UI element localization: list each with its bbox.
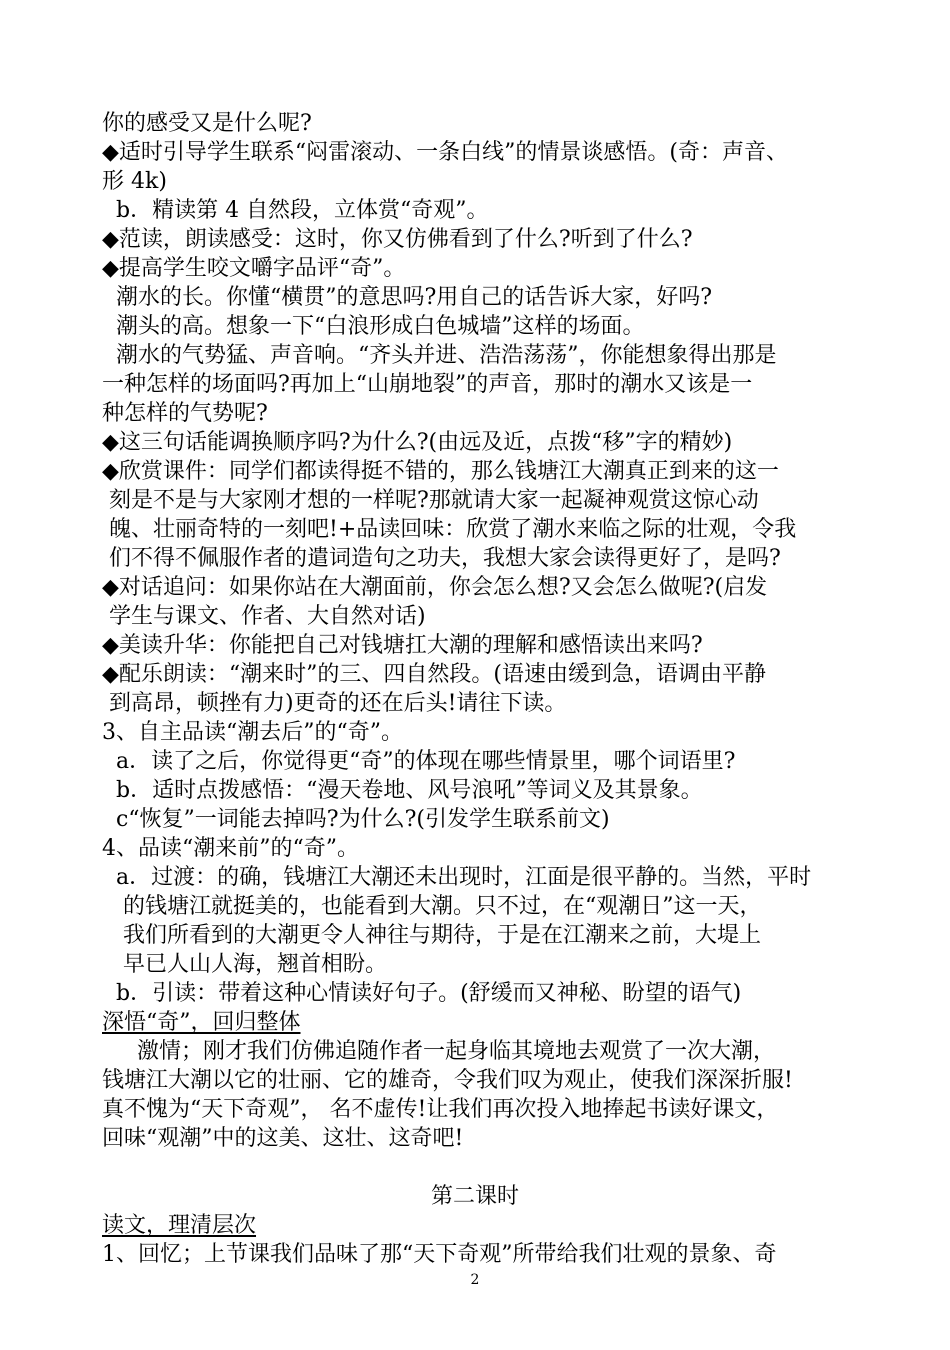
- text-line: b．适时点拨感悟：“漫天卷地、风号浪吼”等词义及其景象。: [102, 778, 703, 803]
- text-line: ◆对话追问：如果你站在大潮面前，你会怎么想?又会怎么做呢?(启发: [102, 575, 768, 600]
- text-line: ◆欣赏课件：同学们都读得挺不错的，那么钱塘江大潮真正到来的这一: [102, 459, 779, 484]
- text-line: 1、回忆；上节课我们品味了那“天下奇观”所带给我们壮观的景象、奇: [102, 1242, 777, 1267]
- lesson-title: 第二课时: [430, 1184, 519, 1209]
- text-line: 4、品读“潮来前”的“奇”。: [102, 836, 359, 861]
- text-line: 形 4k): [102, 169, 167, 194]
- text-line: 钱塘江大潮以它的壮丽、它的雄奇，令我们叹为观止，使我们深深折服!: [102, 1068, 793, 1093]
- text-line: 的钱塘江就挺美的，也能看到大潮。只不过，在“观潮日”这一天，: [102, 894, 762, 919]
- text-line: a．读了之后，你觉得更“奇”的体现在哪些情景里，哪个词语里?: [102, 749, 736, 774]
- text-line: 我们所看到的大潮更令人神往与期待，于是在江潮来之前，大堤上: [102, 923, 761, 948]
- section-heading-deep-understanding: 深悟“奇”，回归整体: [102, 1010, 301, 1035]
- text-line: 潮头的高。想象一下“白浪形成白色城墙”这样的场面。: [102, 314, 645, 339]
- text-line: 你的感受又是什么呢?: [102, 111, 312, 136]
- text-line: ◆这三句话能调换顺序吗?为什么?(由远及近，点拨“移”字的精妙): [102, 430, 733, 455]
- text-line: ◆适时引导学生联系“闷雷滚动、一条白线”的情景谈感悟。(奇：声音、: [102, 140, 788, 165]
- text-line: 回味“观潮”中的这美、这壮、这奇吧!: [102, 1126, 464, 1151]
- text-line: 潮水的长。你懂“横贯”的意思吗?用自己的话告诉大家，好吗?: [102, 285, 713, 310]
- text-line: 真不愧为“天下奇观”， 名不虚传!让我们再次投入地捧起书读好课文，: [102, 1097, 779, 1122]
- section-heading: 读文，理清层次: [102, 1213, 257, 1238]
- text-line: 刻是不是与大家刚才想的一样呢?那就请大家一起凝神观赏这惊心动: [102, 488, 759, 513]
- text-line: c“恢复”一词能去掉吗?为什么?(引发学生联系前文): [102, 807, 610, 832]
- text-line: 们不得不佩服作者的遣词造句之功夫，我想大家会读得更好了，是吗?: [102, 546, 781, 571]
- text-line: b．精读第 4 自然段，立体赏“奇观”。: [102, 198, 489, 223]
- text-line: b．引读：带着这种心情读好句子。(舒缓而又神秘、盼望的语气): [102, 981, 742, 1006]
- text-line: 一种怎样的场面吗?再加上“山崩地裂”的声音，那时的潮水又该是一: [102, 372, 753, 397]
- text-line: 学生与课文、作者、大自然对话): [102, 604, 426, 629]
- text-line: 早已人山人海，翘首相盼。: [102, 952, 387, 977]
- text-line: a．过渡：的确，钱塘江大潮还未出现时，江面是很平静的。当然，平时: [102, 865, 812, 890]
- text-line: ◆配乐朗读：“潮来时”的三、四自然段。(语速由缓到急，语调由平静: [102, 662, 766, 687]
- text-line: 潮水的气势猛、声音响。“齐头并进、浩浩荡荡”，你能想象得出那是: [102, 343, 777, 368]
- text-line: 种怎样的气势呢?: [102, 401, 268, 426]
- text-line: 激情；刚才我们仿佛追随作者一起身临其境地去观赏了一次大潮，: [102, 1039, 775, 1064]
- text-line: 3、自主品读“潮去后”的“奇”。: [102, 720, 403, 745]
- text-line: ◆范读，朗读感受：这时，你又仿佛看到了什么?听到了什么?: [102, 227, 693, 252]
- text-line: ◆提高学生咬文嚼字品评“奇”。: [102, 256, 406, 281]
- page-number: 2: [470, 1272, 480, 1288]
- text-line: 魄、壮丽奇特的一刻吧!+品读回味：欣赏了潮水来临之际的壮观，令我: [102, 517, 797, 542]
- text-line: 到高昂，顿挫有力)更奇的还在后头!请往下读。: [102, 691, 567, 716]
- text-line: ◆美读升华：你能把自己对钱塘扛大潮的理解和感悟读出来吗?: [102, 633, 703, 658]
